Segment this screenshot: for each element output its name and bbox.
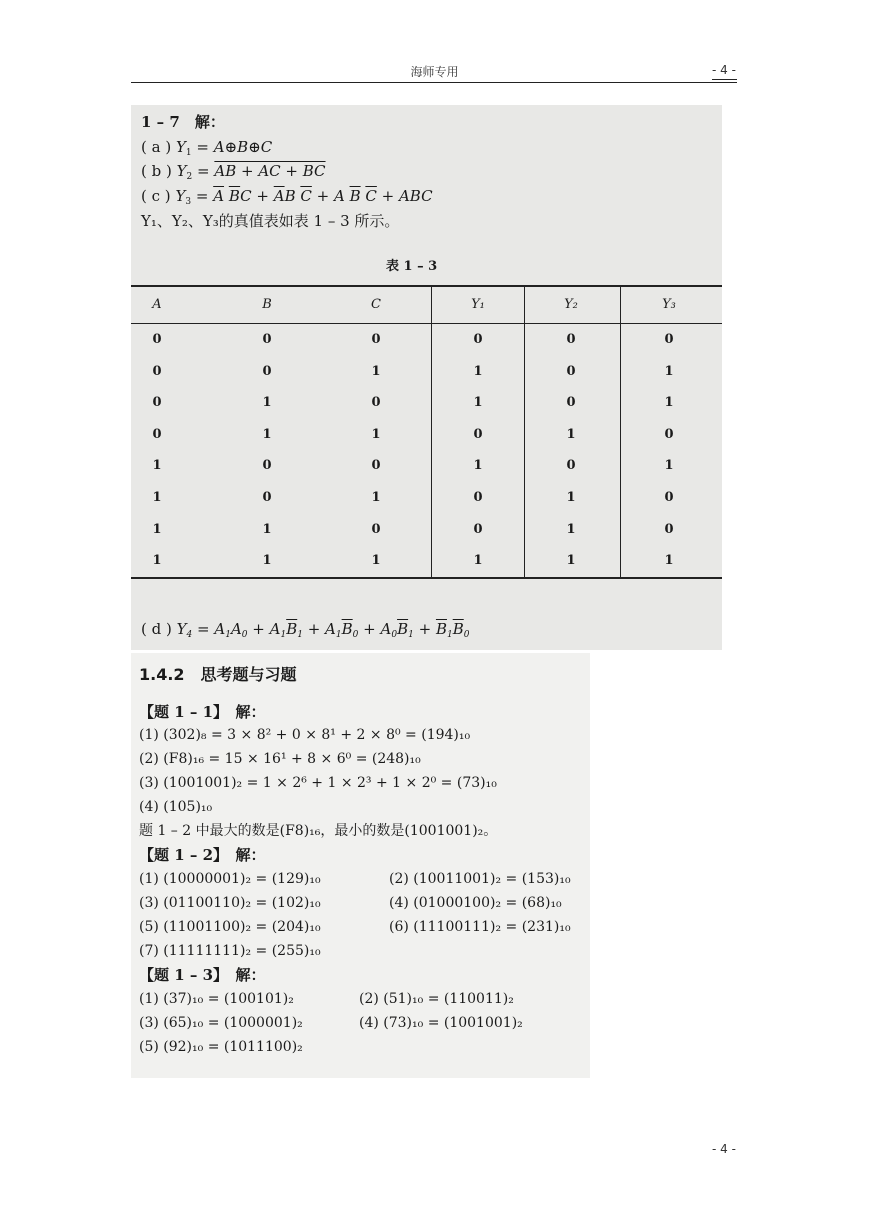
q2-heading: 【题 1 – 2】 解： [139,846,266,864]
equation-a-lhs: Y [175,138,186,156]
equation-b-rhs: AB + AC + BC [214,162,326,180]
table-divider-2 [524,285,525,579]
table-header-rule [131,323,722,324]
table-header-y1: Y₁ [471,297,485,312]
table-cell-y3: 1 [664,395,674,411]
table-cell-b: 0 [262,332,272,347]
table-cell-c: 0 [371,521,381,537]
table-cell-y1: 1 [473,363,483,379]
q2-item-5: (5) (11001100)₂ = (204)₁₀ [139,919,321,935]
equation-a-label: ( a ) [141,138,172,156]
page-footer-number: - 4 - [712,1142,736,1156]
table-cell-a: 0 [152,426,162,442]
table-cell-y3: 1 [664,458,674,474]
table-caption: 表 1 – 3 [386,259,438,274]
table-cell-b: 0 [262,490,272,505]
table-cell-b: 1 [262,553,272,569]
table-header-y2: Y₂ [564,297,578,312]
q1-item-1: (1) (302)₈ = 3 × 8² + 0 × 8¹ + 2 × 8⁰ = (194)₁₀ [139,727,471,743]
table-cell-c: 1 [371,490,381,505]
q3-item-2: (2) (51)₁₀ = (110011)₂ [359,991,514,1007]
equation-a [141,137,272,163]
q1-note: 题 1 – 2 中最大的数是(F8)₁₆，最小的数是(1001001)₂。 [139,823,498,839]
truth-table [131,285,722,579]
q1-item-2: (2) (F8)₁₆ = 15 × 16¹ + 8 × 6⁰ = (248)₁₀ [139,751,421,767]
table-cell-y3: 1 [664,553,674,569]
table-cell-a: 0 [152,395,162,411]
q3-item-5: (5) (92)₁₀ = (1011100)₂ [139,1039,303,1055]
solution-heading: 1 – 7 解： [141,113,225,131]
table-divider-1 [431,285,432,579]
q3-heading: 【题 1 – 3】 解： [139,966,266,984]
q3-item-4: (4) (73)₁₀ = (1001001)₂ [359,1015,523,1031]
page-header-number: - 4 - [712,63,736,77]
table-cell-y2: 0 [566,395,576,411]
table-cell-y1: 1 [473,395,483,411]
table-cell-c: 0 [371,332,381,347]
q1-item-4: (4) (105)₁₀ [139,799,213,815]
section-title: 1.4.2 思考题与习题 [139,665,297,684]
table-cell-y3: 1 [664,363,674,379]
table-cell-y3: 0 [664,426,674,442]
table-cell-c: 1 [371,426,381,442]
scanned-exercises [131,653,590,1078]
q1-heading: 【题 1 – 1】 解： [139,703,266,721]
table-divider-3 [620,285,621,579]
table-cell-y3: 0 [664,521,674,537]
equation-b-label: ( b ) [141,162,172,180]
table-cell-y3: 0 [664,332,674,347]
table-top-rule [131,285,722,287]
table-header-b: B [262,297,272,312]
table-cell-a: 1 [152,458,162,474]
equation-c: ( c ) $Y_3 = \overline{A}$ $\overline{B}C + \overline{A}B$ $\overline{C} + A$ $\overline{B}$ $\overline{C}$ + ABC [141,187,433,207]
truth-table-intro: Y₁、Y₂、Y₃的真值表如表 1 – 3 所示。 [141,212,400,230]
header-page-underline [712,79,737,80]
q3-item-3: (3) (65)₁₀ = (1000001)₂ [139,1015,303,1031]
q2-item-4: (4) (01000100)₂ = (68)₁₀ [389,895,562,911]
table-cell-a: 1 [152,553,162,569]
equation-a-rhs: = A⊕B⊕C [191,138,273,156]
table-cell-a: 0 [152,332,162,347]
table-cell-y2: 0 [566,332,576,347]
equation-b-lhs: Y [176,162,187,180]
table-cell-b: 0 [262,363,272,379]
table-cell-b: 1 [262,395,272,411]
table-cell-b: 1 [262,521,272,537]
q2-item-6: (6) (11100111)₂ = (231)₁₀ [389,919,571,935]
table-cell-y1: 0 [473,490,483,505]
equation-b [141,161,326,187]
table-cell-y1: 0 [473,426,483,442]
table-cell-y2: 1 [566,521,576,537]
table-header-c: C [371,297,381,312]
equation-d-label: ( d ) [141,620,172,638]
q3-item-1: (1) (37)₁₀ = (100101)₂ [139,991,294,1007]
table-cell-y1: 0 [473,521,483,537]
header-rule [131,82,737,83]
equation-a-sub: 1 [185,148,192,158]
table-cell-y2: 1 [566,426,576,442]
table-cell-y1: 1 [473,458,483,474]
q2-item-3: (3) (01100110)₂ = (102)₁₀ [139,895,321,911]
table-cell-y2: 0 [566,363,576,379]
q2-item-2: (2) (10011001)₂ = (153)₁₀ [389,871,571,887]
table-header-y3: Y₃ [662,297,676,312]
table-cell-y3: 0 [664,490,674,505]
table-cell-c: 1 [371,363,381,379]
table-cell-y2: 1 [566,490,576,505]
table-cell-b: 1 [262,426,272,442]
equation-b-eq: = [192,162,215,180]
table-bottom-rule [131,577,722,579]
table-cell-b: 0 [262,458,272,474]
equation-d: ( d ) $Y_4 = A_1A_0 + A_1\overline{B}_1 + A_1\overline{B}_0 + A_0\overline{B}_1 + \overline{B}_1\overline{B}_0$ [141,620,470,640]
equation-c-label: ( c ) [141,187,171,205]
table-cell-y2: 0 [566,458,576,474]
q2-item-1: (1) (10000001)₂ = (129)₁₀ [139,871,321,887]
page-header-title: 海师专用 [410,65,459,79]
equation-c-lhs: Y [175,187,186,205]
equation-c-sub: 3 [185,197,192,207]
table-cell-y1: 0 [473,332,483,347]
equation-b-sub: 2 [186,172,193,182]
table-cell-c: 1 [371,553,381,569]
table-cell-a: 0 [152,363,162,379]
table-header-a: A [152,297,162,312]
q1-item-3: (3) (1001001)₂ = 1 × 2⁶ + 1 × 2³ + 1 × 2⁰ = (73)₁₀ [139,775,497,791]
table-cell-a: 1 [152,490,162,505]
table-cell-c: 0 [371,458,381,474]
table-cell-a: 1 [152,521,162,537]
table-cell-y2: 1 [566,553,576,569]
scanned-solution-1-7 [131,105,722,650]
table-cell-c: 0 [371,395,381,411]
q2-item-7: (7) (11111111)₂ = (255)₁₀ [139,943,321,959]
table-cell-y1: 1 [473,553,483,569]
